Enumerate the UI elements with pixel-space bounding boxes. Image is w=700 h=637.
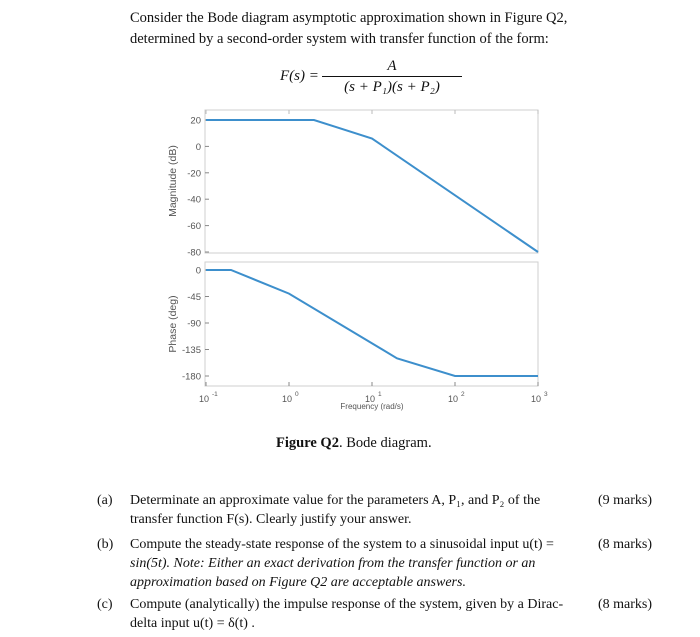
phase-ytick-label: -90 bbox=[187, 318, 201, 330]
question-b-text bbox=[130, 535, 580, 592]
figure-caption-label: Figure Q2 bbox=[276, 435, 339, 451]
question-a-line-2: transfer function F(s). Clearly justify your answer. bbox=[130, 512, 412, 527]
magnitude-axis-label: Magnitude (dB) bbox=[167, 145, 179, 217]
magnitude-ytick-label: 20 bbox=[190, 115, 201, 127]
question-a-text bbox=[130, 491, 580, 529]
frequency-tick-label: 10 bbox=[447, 394, 459, 404]
question-a-label: (a) bbox=[97, 493, 113, 508]
phase-ytick-label: -180 bbox=[181, 371, 201, 383]
figure-caption bbox=[276, 435, 432, 452]
phase-ytick-label: -135 bbox=[181, 345, 201, 356]
question-c-line-2: delta input u(t) = δ(t) . bbox=[130, 616, 255, 631]
question-c-text bbox=[130, 595, 580, 633]
formula-numerator: A bbox=[387, 58, 397, 74]
question-a-marks: (9 marks) bbox=[598, 493, 653, 508]
question-b-line-2: sin(5t). Note: Either an exact derivation from the transfer function or an bbox=[130, 556, 536, 571]
question-c-line-1: Compute (analytically) the impulse response of the system, given by a Dirac- bbox=[130, 597, 564, 612]
question-a-line-1: Determinate an approximate value for the parameters A, P₁, and P₂ of the bbox=[130, 493, 541, 508]
frequency-tick-exponent: 3 bbox=[544, 391, 548, 398]
phase-panel bbox=[167, 262, 538, 386]
formula-denominator: (s + P₁)(s + P₂) bbox=[344, 79, 440, 95]
question-b-line-3: approximation based on Figure Q2 are acceptable answers. bbox=[130, 575, 466, 590]
frequency-tick-label: 10 bbox=[530, 394, 542, 404]
magnitude-plot-frame bbox=[205, 110, 538, 253]
intro-line-1: Consider the Bode diagram asymptotic approximation shown in Figure Q2, bbox=[130, 10, 568, 26]
frequency-tick-label: 10 bbox=[364, 394, 376, 404]
frequency-axis-label: Frequency (rad/s) bbox=[340, 402, 404, 411]
figure-caption-text: . Bode diagram. bbox=[338, 435, 432, 451]
question-b-marks: (8 marks) bbox=[598, 537, 653, 552]
question-c-marks: (8 marks) bbox=[598, 597, 653, 612]
magnitude-ytick-label: -60 bbox=[187, 221, 201, 233]
magnitude-ytick-label: -20 bbox=[187, 168, 201, 180]
frequency-tick-label: 10 bbox=[281, 394, 293, 404]
frequency-tick-exponent: -1 bbox=[212, 391, 218, 398]
magnitude-ytick-label: -40 bbox=[187, 194, 201, 206]
question-b-label: (b) bbox=[97, 537, 114, 552]
phase-ytick-label: 0 bbox=[195, 265, 201, 277]
question-b-line-1: Compute the steady-state response of the system to a sinusoidal input u(t) = bbox=[130, 537, 554, 552]
frequency-tick-exponent: 1 bbox=[378, 391, 382, 398]
magnitude-ytick-label: 0 bbox=[195, 141, 201, 153]
formula-lhs: F(s) = bbox=[280, 68, 319, 84]
intro-line-2: determined by a second-order system with transfer function of the form: bbox=[130, 31, 549, 47]
phase-ytick-label: -45 bbox=[187, 292, 201, 303]
magnitude-ytick-label: -80 bbox=[187, 247, 201, 259]
phase-axis-label: Phase (deg) bbox=[167, 295, 179, 353]
frequency-tick-exponent: 0 bbox=[295, 391, 299, 398]
frequency-tick-exponent: 2 bbox=[461, 391, 465, 398]
magnitude-panel bbox=[167, 110, 538, 259]
question-c-label: (c) bbox=[97, 597, 113, 612]
frequency-tick-label: 10 bbox=[198, 394, 210, 404]
